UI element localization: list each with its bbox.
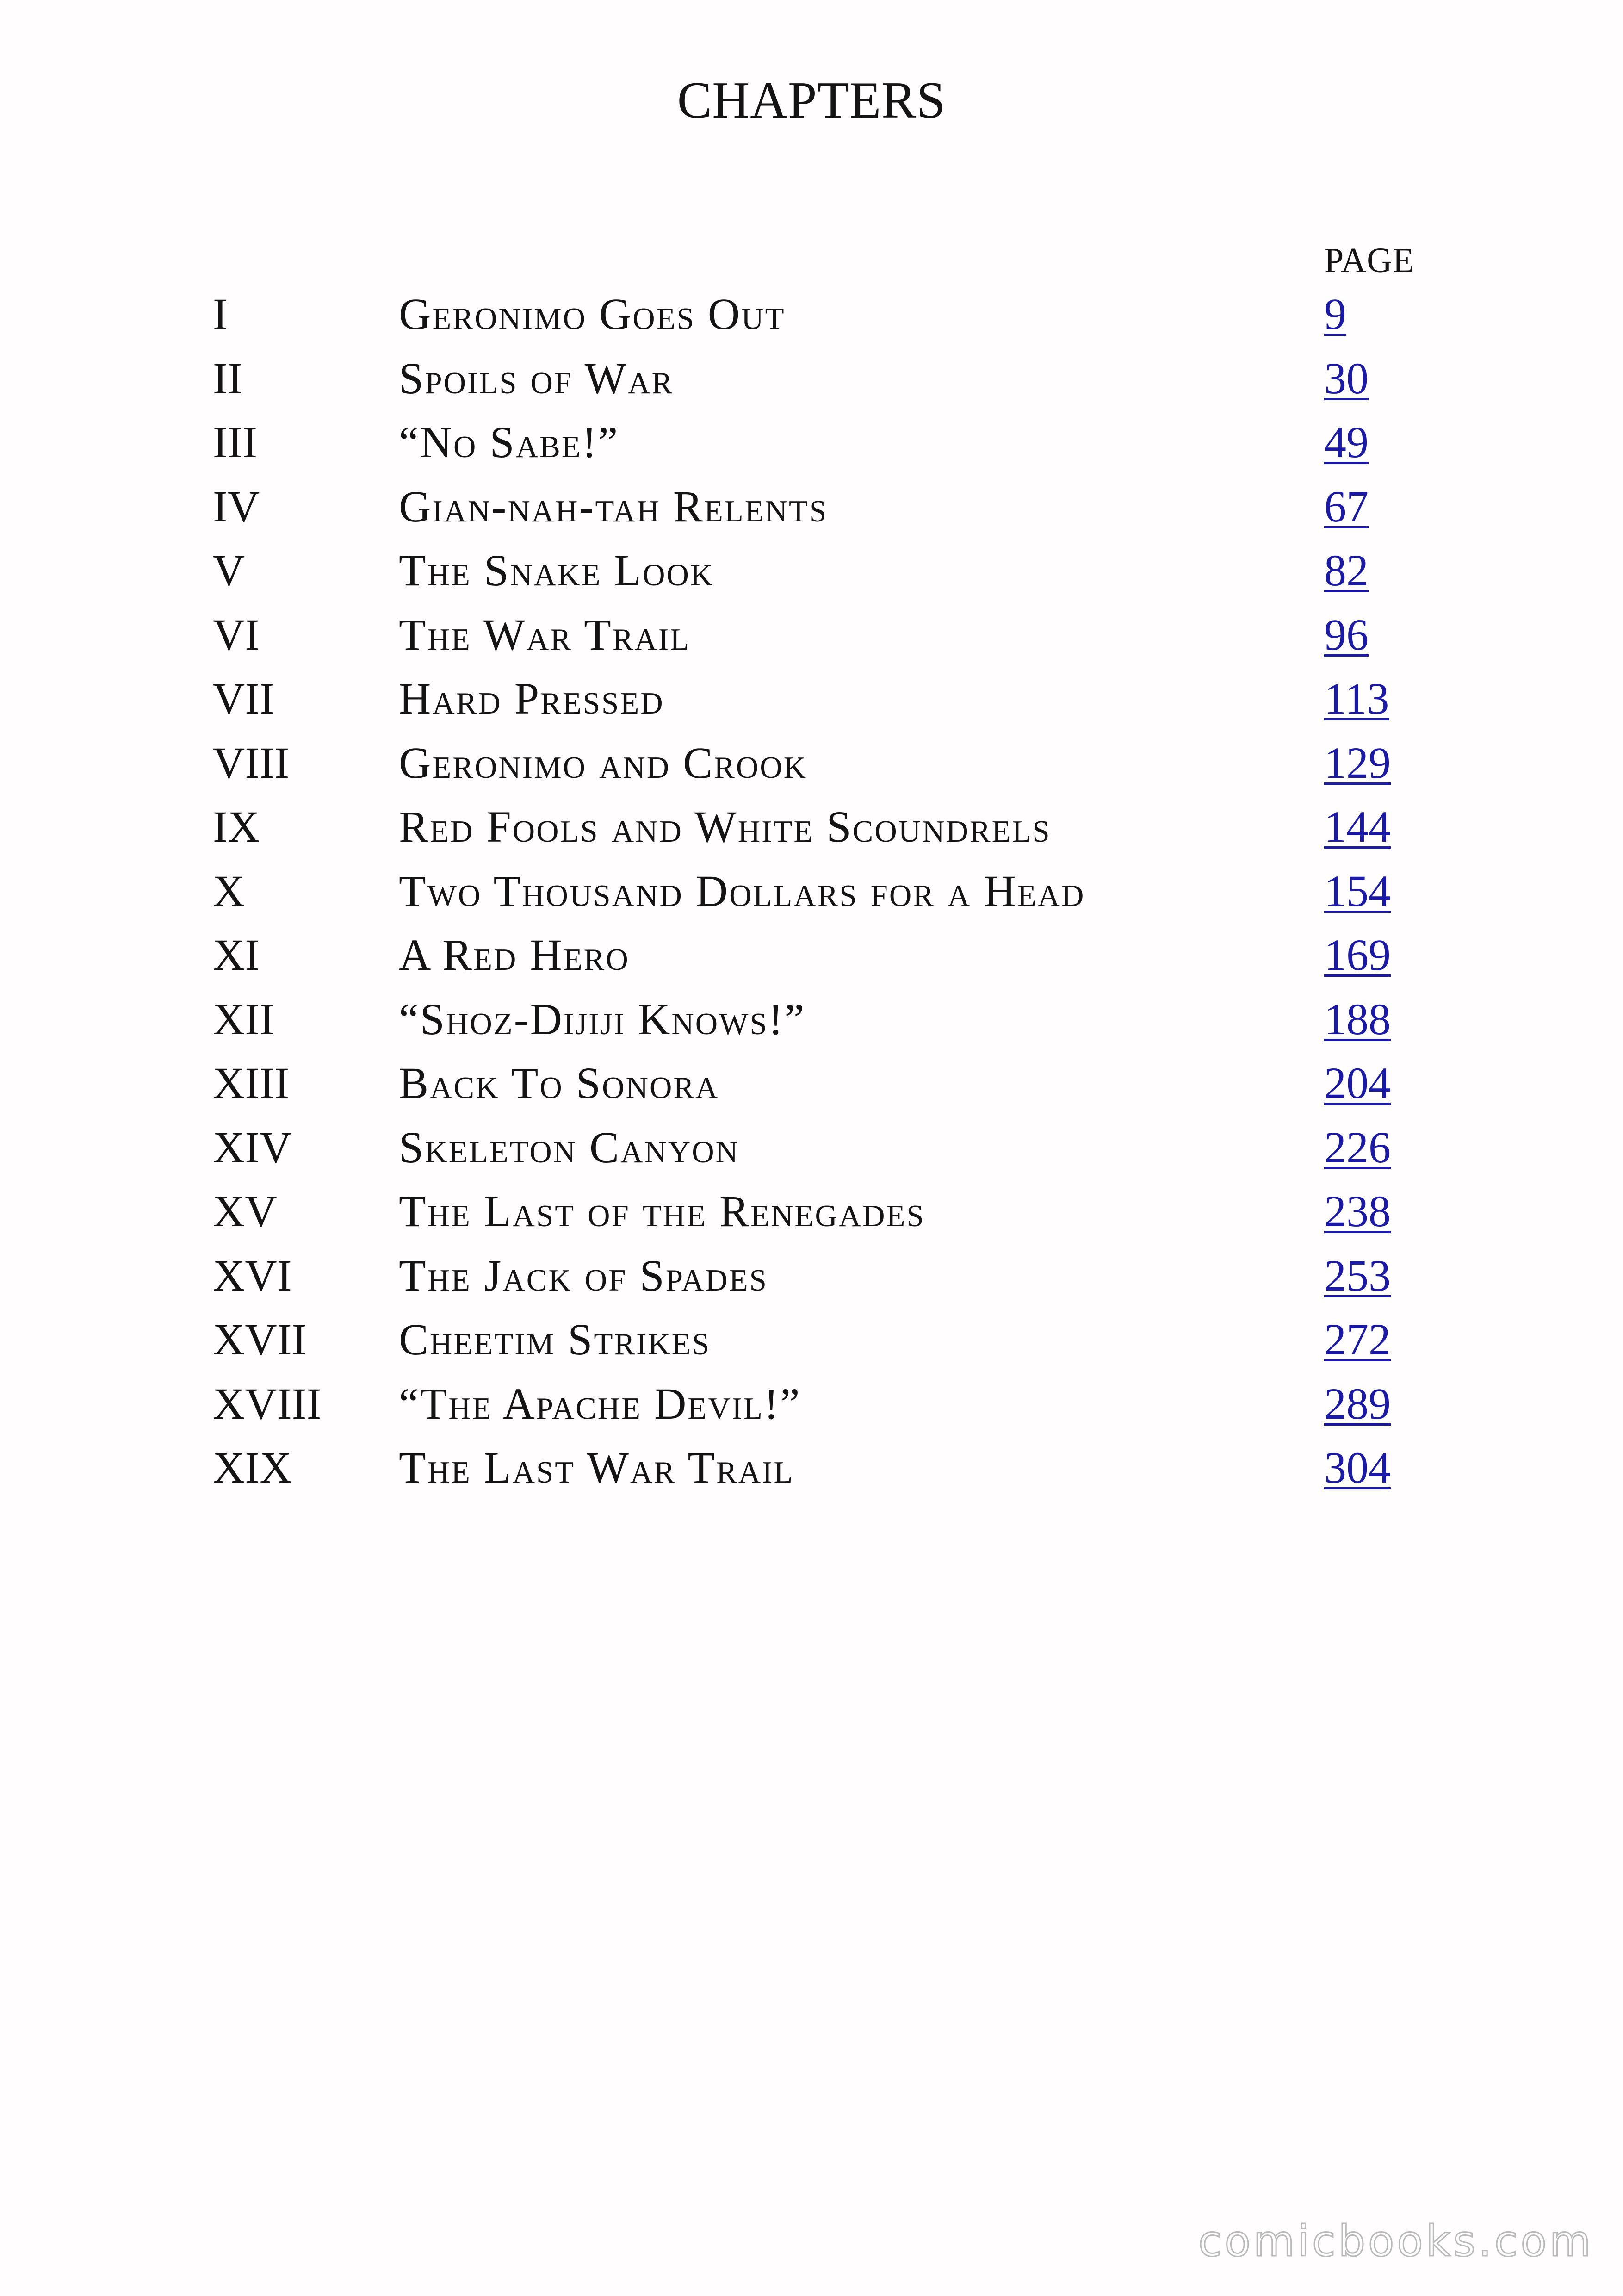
toc-row — [0, 282, 1623, 346]
chapter-number: XII — [213, 994, 275, 1044]
watermark-logo: comicbooks.com — [1198, 2216, 1594, 2266]
chapter-page-link[interactable]: 253 — [1324, 1251, 1391, 1300]
chapter-page-link[interactable]: 67 — [1324, 482, 1369, 531]
page-column-header: PAGE — [1324, 241, 1415, 280]
toc-row — [0, 539, 1623, 602]
chapter-page-link[interactable]: 96 — [1324, 610, 1369, 659]
toc-row — [0, 603, 1623, 667]
chapter-number: XIV — [213, 1123, 292, 1172]
chapter-number: II — [213, 354, 242, 403]
chapter-number: IV — [213, 482, 260, 531]
chapter-title: Back To Sonora — [399, 1058, 719, 1108]
chapter-page-link[interactable]: 9 — [1324, 289, 1346, 339]
chapter-title: Two Thousand Dollars for a Head — [399, 866, 1085, 916]
toc-row — [0, 859, 1623, 923]
chapter-title: Red Fools and White Scoundrels — [399, 802, 1051, 851]
toc-row — [0, 1308, 1623, 1371]
chapter-page-link[interactable]: 204 — [1324, 1058, 1391, 1108]
toc-row — [0, 731, 1623, 795]
chapter-number: I — [213, 289, 228, 339]
chapter-title: The War Trail — [399, 610, 691, 659]
chapter-page-link[interactable]: 226 — [1324, 1123, 1391, 1172]
chapter-number: V — [213, 546, 245, 595]
chapter-page-link[interactable]: 289 — [1324, 1379, 1391, 1428]
toc-row — [0, 410, 1623, 474]
chapter-number: XIII — [213, 1058, 290, 1108]
chapter-title: Cheetim Strikes — [399, 1315, 711, 1364]
chapter-page-link[interactable]: 272 — [1324, 1315, 1391, 1364]
chapter-title: Geronimo Goes Out — [399, 289, 786, 339]
toc-row — [0, 923, 1623, 987]
chapter-page-link[interactable]: 188 — [1324, 994, 1391, 1044]
chapter-number: XVI — [213, 1251, 292, 1300]
chapter-title: “The Apache Devil!” — [399, 1379, 801, 1428]
chapter-number: III — [213, 417, 257, 467]
chapter-number: XI — [213, 930, 260, 980]
chapter-title: The Last War Trail — [399, 1443, 794, 1492]
toc-row — [0, 1436, 1623, 1500]
toc-row — [0, 1051, 1623, 1115]
chapter-number: X — [213, 866, 245, 916]
chapter-title: A Red Hero — [399, 930, 630, 980]
chapter-page-link[interactable]: 49 — [1324, 417, 1369, 467]
chapter-page-link[interactable]: 82 — [1324, 546, 1369, 595]
toc-row — [0, 795, 1623, 859]
chapter-page-link[interactable]: 169 — [1324, 930, 1391, 980]
toc-row — [0, 1179, 1623, 1243]
chapter-title: The Last of the Renegades — [399, 1186, 925, 1236]
chapter-number: XVII — [213, 1315, 307, 1364]
chapter-title: Geronimo and Crook — [399, 738, 808, 788]
chapter-title: The Jack of Spades — [399, 1251, 768, 1300]
chapter-number: XVIII — [213, 1379, 322, 1428]
toc-row — [0, 347, 1623, 410]
toc-row — [0, 987, 1623, 1051]
chapter-page-link[interactable]: 129 — [1324, 738, 1391, 788]
page-title: CHAPTERS — [677, 72, 946, 129]
toc-row — [0, 667, 1623, 731]
chapter-number: VIII — [213, 738, 290, 788]
chapter-number: XV — [213, 1186, 277, 1236]
chapter-number: VII — [213, 674, 275, 723]
chapter-number: XIX — [213, 1443, 292, 1492]
chapter-page-link[interactable]: 154 — [1324, 866, 1391, 916]
chapter-page-link[interactable]: 238 — [1324, 1186, 1391, 1236]
chapter-title: Skeleton Canyon — [399, 1123, 739, 1172]
chapter-page-link[interactable]: 304 — [1324, 1443, 1391, 1492]
chapter-title: “Shoz-Dijiji Knows!” — [399, 994, 806, 1044]
toc-row — [0, 1372, 1623, 1436]
chapter-title: “No Sabe!” — [399, 417, 619, 467]
chapter-title: Gian-nah-tah Relents — [399, 482, 828, 531]
chapter-page-link[interactable]: 144 — [1324, 802, 1391, 851]
chapter-title: Spoils of War — [399, 354, 674, 403]
toc-row — [0, 1116, 1623, 1179]
chapter-page-link[interactable]: 113 — [1324, 674, 1389, 723]
chapter-page-link[interactable]: 30 — [1324, 354, 1369, 403]
chapter-title: Hard Pressed — [399, 674, 664, 723]
chapter-number: VI — [213, 610, 260, 659]
toc-row — [0, 1244, 1623, 1308]
toc-row — [0, 475, 1623, 539]
chapter-number: IX — [213, 802, 260, 851]
chapter-title: The Snake Look — [399, 546, 714, 595]
